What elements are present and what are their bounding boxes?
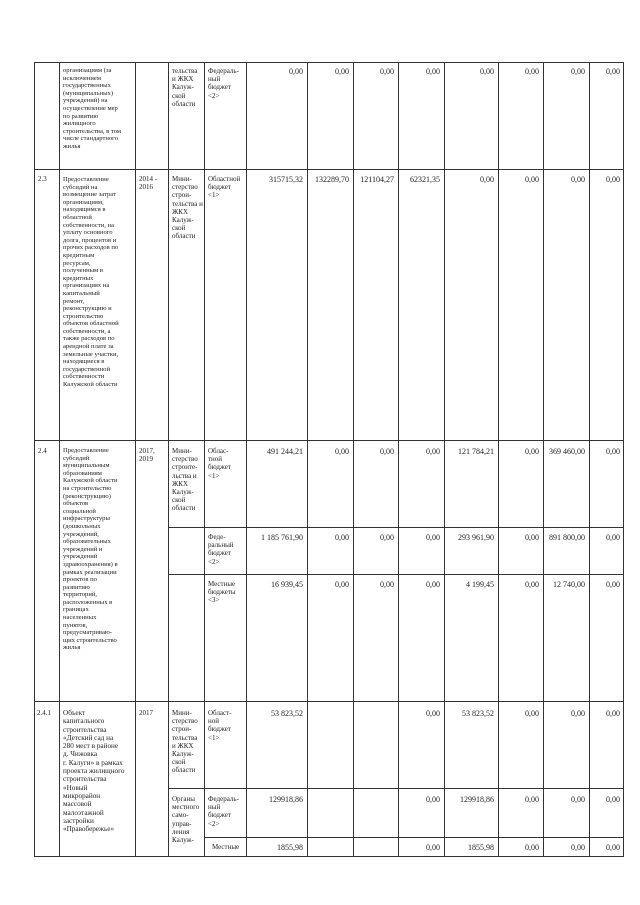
value-cell: 0,00	[480, 67, 494, 76]
funding-source-text: Облас- тной бюджет <1>	[208, 447, 231, 480]
value-cell: 0,00	[525, 67, 539, 76]
value-cell: 0,00	[380, 533, 394, 542]
value-cell: 491 244,21	[267, 447, 303, 456]
value-cell: 1855,98	[277, 843, 303, 852]
value-cell: 0,00	[606, 533, 620, 542]
value-cell: 0,00	[525, 580, 539, 589]
value-cell: 0,00	[335, 533, 349, 542]
funding-source-text: Местные бюджеты <3>	[208, 580, 236, 605]
value-cell: 369 460,00	[549, 447, 585, 456]
executor-text: тельства и ЖКХ Калуж- ской области	[172, 67, 198, 108]
value-cell: 891 800,00	[549, 533, 585, 542]
grid-line	[168, 574, 624, 575]
funding-source-text: Областной бюджет <1>	[208, 175, 241, 200]
value-cell: 0,00	[606, 447, 620, 456]
grid-line	[204, 62, 205, 856]
value-cell: 4 199,45	[466, 580, 494, 589]
row-number: 2.4	[38, 447, 47, 455]
grid-line	[34, 62, 624, 63]
period-text: 2017	[139, 709, 153, 717]
grid-line	[444, 62, 445, 856]
value-cell: 0,00	[571, 843, 585, 852]
grid-line	[204, 837, 624, 838]
value-cell: 0,00	[335, 580, 349, 589]
value-cell: 0,00	[426, 580, 440, 589]
funding-source-text: Федераль- ный бюджет <2>	[208, 795, 239, 828]
value-cell: 53 823,52	[271, 709, 303, 718]
grid-line	[168, 62, 169, 856]
grid-line	[34, 440, 624, 441]
value-cell: 0,00	[335, 447, 349, 456]
value-cell: 0,00	[525, 795, 539, 804]
grid-line	[34, 169, 624, 170]
value-cell: 0,00	[571, 709, 585, 718]
funding-source-text: Феде- ральный бюджет <2>	[208, 533, 234, 566]
grid-line	[168, 788, 624, 789]
grid-line	[589, 62, 590, 856]
row-number: 2.3	[38, 175, 47, 183]
funding-source-text: Местные	[212, 843, 240, 851]
row-number: 2.4.1	[37, 709, 51, 717]
value-cell: 0,00	[571, 795, 585, 804]
value-cell: 0,00	[426, 447, 440, 456]
executor-text: Мини- стерство строи- тельства и ЖКХ Калуж- ской области	[172, 175, 203, 241]
value-cell: 0,00	[380, 67, 394, 76]
grid-line	[543, 62, 544, 856]
value-cell: 0,00	[480, 175, 494, 184]
value-cell: 62321,35	[410, 175, 440, 184]
value-cell: 0,00	[525, 843, 539, 852]
value-cell: 53 823,52	[462, 709, 494, 718]
value-cell: 0,00	[426, 67, 440, 76]
grid-line	[246, 62, 247, 856]
value-cell: 0,00	[606, 580, 620, 589]
measure-name-text: Объект капитального строительства «Детский сад на 280 мест в районе д. Чижовка г. Калуги» в рамках проекта жилищного строительства «Новый микрорайон массовой малоэтажной застройки «Правобережье»	[63, 709, 125, 834]
measure-name-text: организациям (за исключением государственных (муниципальных) учреждений) на осуществление мер по развитию жилищного строительства, в том числе стандартного жилья	[63, 67, 122, 150]
value-cell: 0,00	[525, 447, 539, 456]
executor-text: Мини- стерство строи- тельства и ЖКХ Калуж- ской области	[172, 709, 198, 775]
grid-line	[398, 62, 399, 856]
value-cell: 129918,86	[460, 795, 494, 804]
value-cell: 0,00	[606, 709, 620, 718]
value-cell: 0,00	[606, 843, 620, 852]
value-cell: 0,00	[525, 175, 539, 184]
value-cell: 0,00	[426, 709, 440, 718]
grid-line	[34, 856, 624, 857]
value-cell: 129918,86	[269, 795, 303, 804]
value-cell: 1 185 761,90	[261, 533, 303, 542]
value-cell: 0,00	[606, 67, 620, 76]
grid-line	[307, 62, 308, 856]
funding-source-text: Федераль- ный бюджет <2>	[208, 67, 239, 100]
value-cell: 0,00	[289, 67, 303, 76]
value-cell: 16 939,45	[271, 580, 303, 589]
funding-source-text: Област- ной бюджет <1>	[208, 709, 232, 742]
value-cell: 12 740,00	[553, 580, 585, 589]
value-cell: 293 961,90	[458, 533, 494, 542]
grid-line	[353, 62, 354, 856]
value-cell: 0,00	[606, 175, 620, 184]
value-cell: 0,00	[606, 795, 620, 804]
measure-name-text: Предоставление субсидий муниципальным образованиям Калужской области на строительство (реконструкцию) объектов социальной инфраструктуры (дошкольных учреждений, образовательных учреждений и учреждений здравоохранения) в рамках реализации проектов по развитию территорий, расположенных в границах населенных пунктов, предусматриваю- щих строительство жилья	[63, 447, 118, 652]
value-cell: 0,00	[380, 447, 394, 456]
value-cell: 0,00	[380, 580, 394, 589]
grid-line	[623, 62, 624, 856]
value-cell: 121 784,21	[458, 447, 494, 456]
period-text: 2017, 2019	[139, 447, 155, 464]
period-text: 2014 - 2016	[139, 175, 158, 192]
value-cell: 315715,32	[269, 175, 303, 184]
grid-line	[59, 62, 60, 856]
grid-line	[168, 527, 624, 528]
value-cell: 0,00	[426, 843, 440, 852]
grid-line	[135, 62, 136, 856]
value-cell: 0,00	[525, 533, 539, 542]
grid-line	[34, 701, 624, 702]
value-cell: 0,00	[426, 795, 440, 804]
value-cell: 0,00	[426, 533, 440, 542]
executor-text: Мини- стерство строите- льства и ЖКХ Калуж- ской области	[172, 447, 198, 513]
measure-name-text: Предоставление субсидий на возмещение затрат организациям, находящимся в областной собственности, на уплату основного долга, процентов и прочих расходов по кредитным ресурсам, полученным в кредитных организациях на капитальный ремонт, реконструкцию и строительство объектов областной собственности, а также расходов по арендной плате за земельные участки, находящиеся в государственной собственности Калужской области	[63, 176, 119, 389]
value-cell: 121104,27	[360, 175, 394, 184]
grid-line	[498, 62, 499, 856]
value-cell: 0,00	[525, 709, 539, 718]
value-cell: 0,00	[335, 67, 349, 76]
grid-line	[34, 62, 35, 856]
executor-text: Органы местного само- управ- ления Калуж-	[172, 795, 200, 845]
value-cell: 0,00	[571, 67, 585, 76]
value-cell: 132289,70	[315, 175, 349, 184]
value-cell: 0,00	[571, 175, 585, 184]
value-cell: 1855,98	[468, 843, 494, 852]
